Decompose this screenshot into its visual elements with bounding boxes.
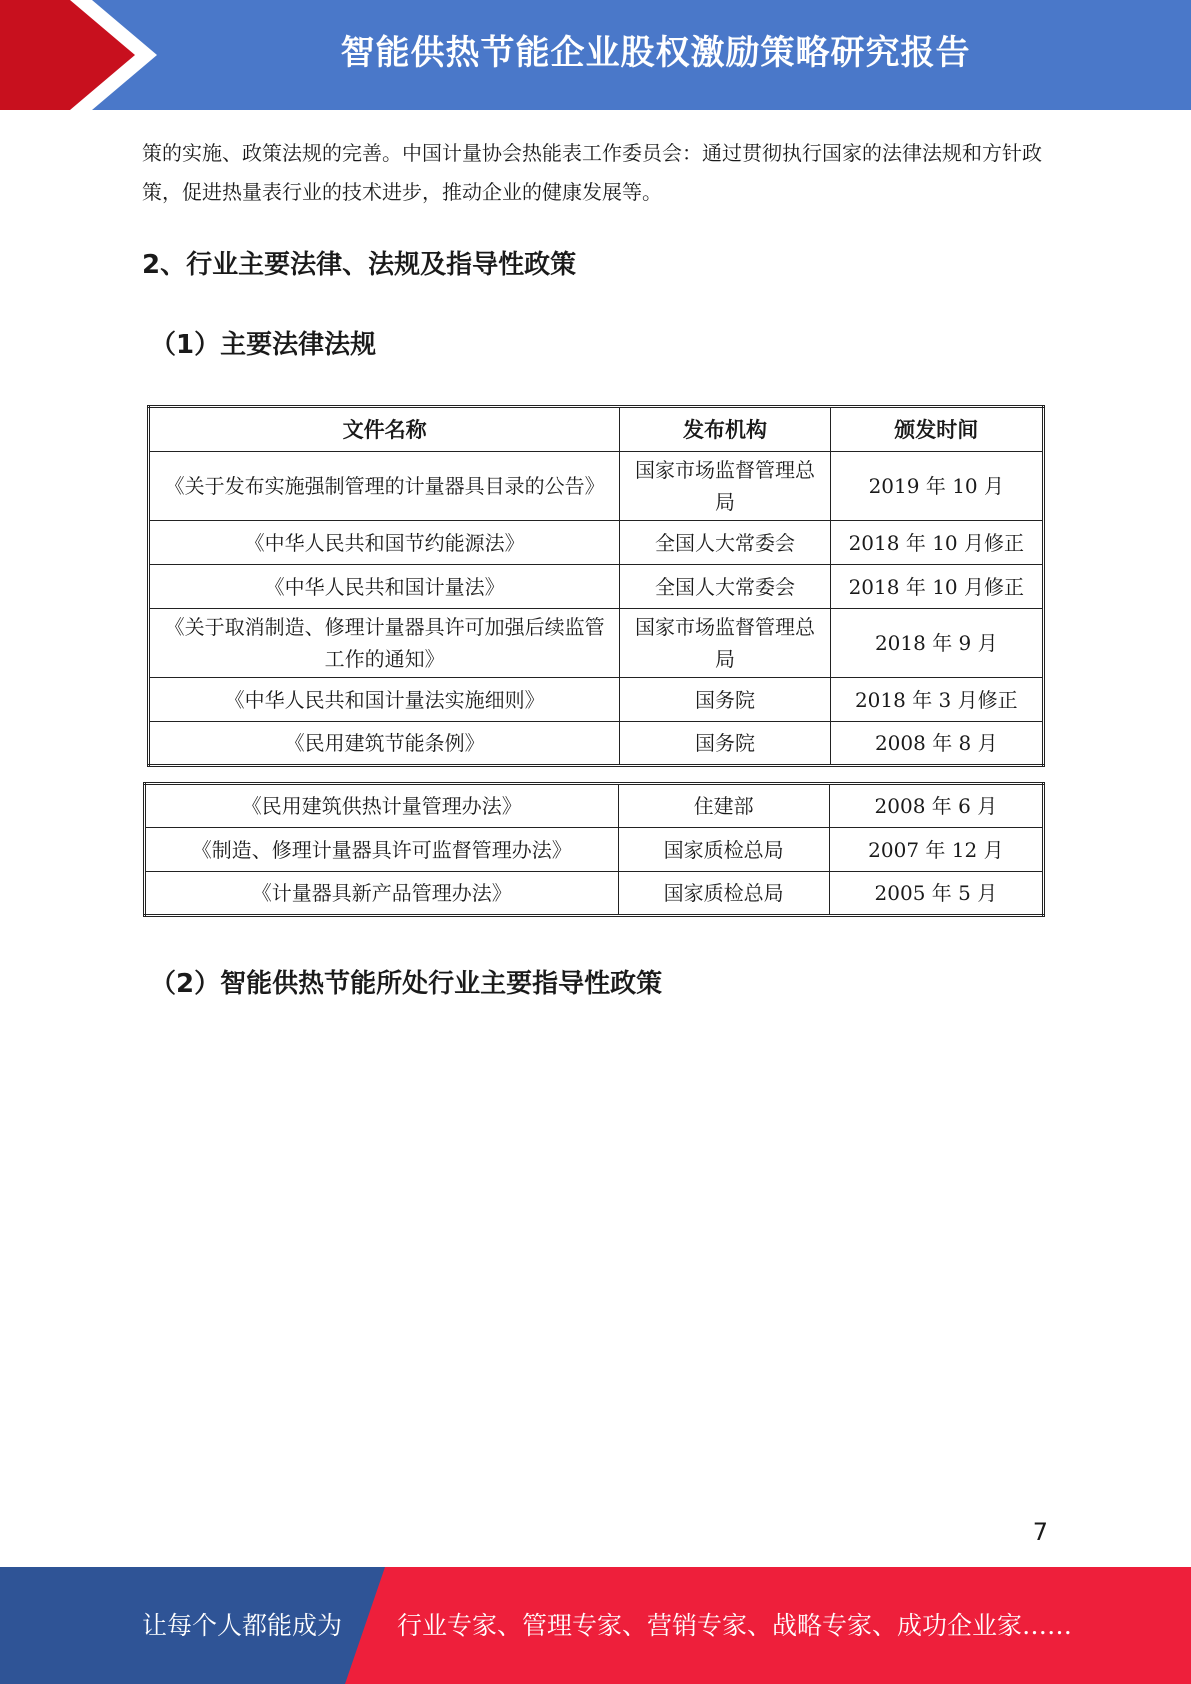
header-document-name: 文件名称 <box>149 407 620 452</box>
table-row <box>149 565 1044 609</box>
issuer-cell: 全国人大常委会 <box>620 521 830 565</box>
header-issue-date: 颁发时间 <box>830 407 1043 452</box>
report-title: 智能供热节能企业股权激励策略研究报告 <box>340 33 971 73</box>
issue-date-cell: 2007 年 12 月 <box>829 828 1043 872</box>
issuer-cell: 住建部 <box>618 784 829 828</box>
header-issuer: 发布机构 <box>620 407 830 452</box>
table-row <box>149 678 1044 722</box>
laws-table-part2 <box>143 782 1045 917</box>
sub-heading-laws: （1）主要法律法规 <box>150 330 377 360</box>
document-name-cell: 《中华人民共和国计量法实施细则》 <box>149 678 620 722</box>
issue-date-cell: 2019 年 10 月 <box>830 452 1043 521</box>
document-name-cell: 《计量器具新产品管理办法》 <box>145 872 619 916</box>
footer-slogan-left: 让每个人都能成为 <box>142 1611 343 1640</box>
issue-date-cell: 2018 年 9 月 <box>830 609 1043 678</box>
table-row <box>149 609 1044 678</box>
red-chevron <box>0 0 150 110</box>
intro-paragraph: 策的实施、政策法规的完善。中国计量协会热能表工作委员会：通过贯彻执行国家的法律法规和方针政策，促进热量表行业的技术进步，推动企业的健康发展等。 <box>142 141 1042 204</box>
document-name-cell: 《中华人民共和国计量法》 <box>149 565 620 609</box>
issuer-cell: 国务院 <box>620 678 830 722</box>
issue-date-cell: 2018 年 10 月修正 <box>830 565 1043 609</box>
issuer-cell: 国家质检总局 <box>618 872 829 916</box>
issuer-cell: 国务院 <box>620 722 830 766</box>
issuer-cell: 国家市场监督管理总局 <box>620 609 830 678</box>
page-number: 7 <box>1032 1518 1048 1546</box>
issue-date-cell: 2018 年 3 月修正 <box>830 678 1043 722</box>
sub-heading-policies: （2）智能供热节能所处行业主要指导性政策 <box>150 969 663 999</box>
issuer-cell: 全国人大常委会 <box>620 565 830 609</box>
table-row <box>149 452 1044 521</box>
header-banner <box>0 0 1191 110</box>
document-name-cell: 《中华人民共和国节约能源法》 <box>149 521 620 565</box>
document-name-cell: 《关于发布实施强制管理的计量器具目录的公告》 <box>149 452 620 521</box>
document-name-cell: 《民用建筑供热计量管理办法》 <box>145 784 619 828</box>
table-row <box>149 521 1044 565</box>
document-name-cell: 《制造、修理计量器具许可监督管理办法》 <box>145 828 619 872</box>
issuer-cell: 国家市场监督管理总局 <box>620 452 830 521</box>
issuer-cell: 国家质检总局 <box>618 828 829 872</box>
issue-date-cell: 2018 年 10 月修正 <box>830 521 1043 565</box>
issue-date-cell: 2005 年 5 月 <box>829 872 1043 916</box>
issue-date-cell: 2008 年 8 月 <box>830 722 1043 766</box>
table-header-row <box>149 407 1044 452</box>
table-row <box>145 872 1044 916</box>
table-row <box>145 784 1044 828</box>
footer-banner <box>0 1567 1191 1684</box>
footer-slogan-right: 行业专家、管理专家、营销专家、战略专家、成功企业家…… <box>397 1611 1073 1640</box>
document-name-cell: 《民用建筑节能条例》 <box>149 722 620 766</box>
laws-table-part1 <box>147 405 1045 767</box>
issue-date-cell: 2008 年 6 月 <box>829 784 1043 828</box>
table-row <box>149 722 1044 766</box>
table-row <box>145 828 1044 872</box>
section-heading: 2、行业主要法律、法规及指导性政策 <box>142 250 577 280</box>
document-name-cell: 《关于取消制造、修理计量器具许可加强后续监管工作的通知》 <box>149 609 620 678</box>
